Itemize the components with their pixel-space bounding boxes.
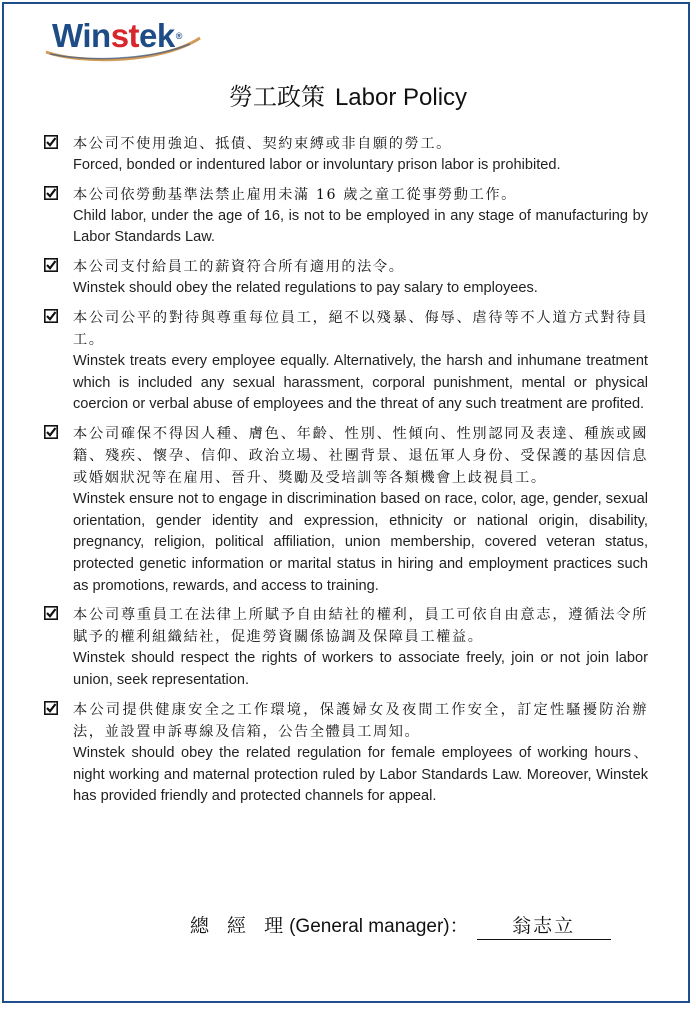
policy-item — [44, 256, 648, 300]
policy-text-zh: 本公司尊重員工在法律上所賦予自由結社的權利，員工可依自由意志，遵循法令所賦予的權利組織結社，促進勞資關係協調及保障員工權益。 — [73, 607, 648, 646]
policy-item — [44, 423, 648, 598]
policy-text-zh: 本公司不使用強迫、抵債、契約束縛或非自願的勞工。 — [73, 136, 452, 152]
checked-box-icon — [44, 701, 58, 715]
policy-item — [44, 604, 648, 691]
policy-text-en: Forced, bonded or indentured labor or involuntary prison labor is prohibited. — [73, 157, 561, 173]
signature-line — [190, 912, 630, 942]
policy-text-zh: 本公司確保不得因人種、膚色、年齡、性別、性傾向、性別認同及表達、種族或國籍、殘疾、懷孕、信仰、政治立場、社團背景、退伍軍人身份、受保護的基因信息或婚姻狀況等在雇用、晉升、獎勵及受培訓等各類機會上歧視員工。 — [73, 425, 648, 486]
policy-text-en: Child labor, under the age of 16, is not to be employed in any stage of manufacturing by Labor Standards Law. — [73, 207, 648, 246]
page-title — [0, 82, 696, 113]
policy-item — [44, 133, 648, 177]
registered-mark: ® — [175, 31, 182, 41]
policy-text-en: Winstek should respect the rights of workers to associate freely, join or not join labor union, seek representation. — [73, 650, 648, 689]
policy-list — [44, 133, 648, 815]
winstek-logo — [40, 12, 210, 62]
policy-text-zh: 本公司公平的對待與尊重每位員工，絕不以殘暴、侮辱、虐待等不人道方式對待員工。 — [73, 309, 648, 348]
signature-name: 翁志立 — [477, 913, 611, 940]
logo-wordmark: Winstek® — [52, 17, 182, 54]
title-zh: 勞工政策 — [228, 83, 325, 111]
policy-text-zh: 本公司支付給員工的薪資符合所有適用的法令。 — [73, 259, 405, 276]
policy-item — [44, 699, 648, 808]
policy-item — [44, 184, 648, 249]
signature-label-en: (General manager)： — [289, 916, 469, 937]
checked-box-icon — [44, 186, 58, 200]
policy-text-zh: 本公司依勞動基準法禁止雇用未滿 16 歲之童工從事勞動工作。 — [73, 186, 517, 203]
signature-label-zh: 總 經 理 — [190, 915, 290, 937]
policy-text-en: Winstek should obey the related regulations to pay salary to employees. — [73, 280, 538, 297]
policy-text-en: Winstek should obey the related regulation for female employees of working hours、night working and maternal protection ruled by Labor Standards Law. Moreover, Winstek has provided friendly and protected channels for appeal. — [73, 744, 648, 805]
checked-box-icon — [44, 309, 58, 323]
policy-text-zh: 本公司提供健康安全之工作環境，保護婦女及夜間工作安全，訂定性騷擾防治辦法，並設置申訴專線及信箱，公告全體員工周知。 — [73, 701, 648, 740]
title-en: Labor Policy — [334, 84, 468, 111]
policy-item — [44, 307, 648, 416]
checked-box-icon — [44, 606, 58, 620]
checked-box-icon — [44, 425, 58, 439]
policy-text-en: Winstek ensure not to engage in discrimination based on race, color, age, gender, sexual orientation, gender identity and expression, ethnicity or national origin, disability, pregnancy, religion, political affiliation, union membership, covered veteran status, protected genetic information or marital status in hiring and employment practices such as promotions, rewards, and access to training. — [73, 490, 648, 594]
checked-box-icon — [44, 135, 58, 149]
checked-box-icon — [44, 258, 58, 272]
policy-text-en: Winstek treats every employee equally. Alternatively, the harsh and inhumane treatment which is included any sexual harassment, corporal punishment, mental or physical coercion or verbal abuse of employees and the threat of any such treatment are profited. — [73, 352, 648, 413]
